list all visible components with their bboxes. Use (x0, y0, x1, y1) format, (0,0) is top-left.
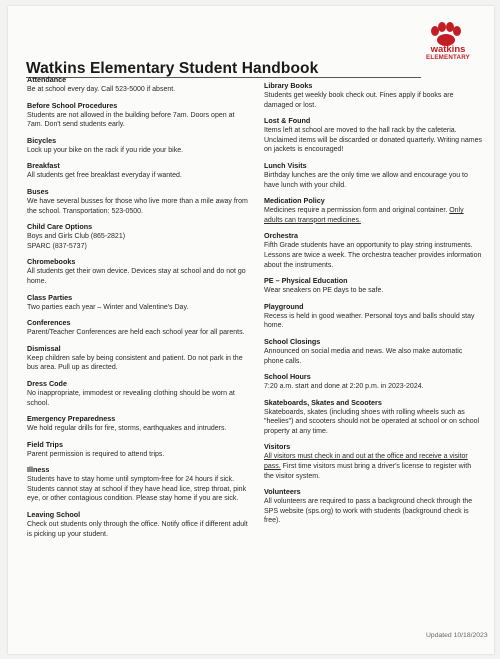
section-body: Wear sneakers on PE days to be safe. (264, 287, 384, 295)
section-bicycles (27, 136, 249, 156)
section-heading: Child Care Options (27, 222, 93, 232)
section-lost-found (264, 116, 482, 155)
section-school-hours (264, 372, 482, 392)
section-body: Fifth Grade students have an opportunity to play string instruments. Lessons are twice a week. The orchestra teacher provides information about the instruments. (264, 242, 482, 269)
section-dismissal (27, 344, 249, 373)
section-class-parties (27, 293, 249, 313)
section-dress-code (27, 379, 249, 408)
section-heading: Field Trips (27, 439, 63, 449)
section-heading: Medication Policy (264, 196, 325, 206)
section-heading: Skateboards, Skates and Scooters (264, 397, 382, 407)
section-body: Skateboards, skates (including shoes with rolling wheels such as "heelies") and scooters should not be operated at school or on school property at any time. (264, 408, 480, 435)
section-body: Lock up your bike on the rack if you ride your bike. (27, 146, 184, 154)
section-school-closings (264, 337, 482, 366)
section-heading: Before School Procedures (27, 100, 118, 110)
section-body-underlined: Only adults can transport medicines. (264, 207, 464, 224)
section-child-care (27, 222, 249, 251)
section-body: All students get free breakfast everyday if wanted. (27, 172, 182, 180)
section-body: 7:20 a.m. start and done at 2:20 p.m. in 2023-2024. (264, 383, 424, 391)
section-body: Students are not allowed in the building before 7am. Doors open at 7am. Don't send students early. (27, 111, 235, 129)
section-heading: School Hours (264, 372, 311, 382)
section-playground (264, 302, 482, 331)
section-body (264, 452, 482, 481)
section-heading: Breakfast (27, 161, 60, 171)
section-heading: Chromebooks (27, 257, 76, 267)
section-heading: Volunteers (264, 487, 301, 497)
section-lunch-visits (264, 161, 482, 190)
page-title: Watkins Elementary Student Handbook (26, 60, 319, 77)
right-column (264, 81, 482, 526)
paw-print-icon (428, 22, 464, 46)
section-body: All students get their own device. Devices stay at school and do not go home. (27, 268, 246, 285)
section-body: Students get weekly book check out. Fines apply if books are damaged or lost. (264, 92, 454, 109)
logo-subtitle: ELEMENTARY (426, 54, 470, 61)
section-visitors (264, 442, 482, 481)
section-heading: Playground (264, 301, 304, 311)
section-heading: Lunch Visits (264, 160, 307, 170)
section-library-books (264, 81, 482, 110)
section-breakfast (27, 161, 249, 181)
section-heading: Orchestra (264, 231, 298, 241)
section-heading: Library Books (264, 81, 313, 90)
section-heading: Buses (27, 186, 49, 196)
section-body-text: First time visitors must bring a driver's license to register with the visitor system. (264, 463, 472, 480)
section-body: Two parties each year – Winter and Valentine's Day. (27, 303, 189, 311)
section-body: All volunteers are required to pass a background check through the SPS website (sps.org) to work with students (background check is free). (264, 498, 473, 525)
section-heading: Lost & Found (264, 116, 311, 126)
section-leaving-school (27, 510, 249, 539)
section-body: Announced on social media and news. We also make automatic phone calls. (264, 347, 463, 365)
section-skateboards (264, 398, 482, 437)
section-field-trips (27, 440, 249, 460)
section-body: Recess is held in good weather. Personal toys and balls should stay home. (264, 312, 475, 330)
logo-wordmark: watkins (430, 44, 466, 55)
section-body: No inappropriate, immodest or revealing clothing should be worn at school. (27, 389, 235, 407)
section-volunteers (264, 487, 482, 526)
section-illness (27, 465, 249, 504)
section-heading: Class Parties (27, 292, 73, 302)
section-body: Check out students only through the office. Notify office if different adult is picking up your student. (27, 521, 248, 538)
section-attendance (27, 75, 249, 95)
section-conferences (27, 318, 249, 338)
section-heading: Conferences (27, 318, 71, 328)
section-body: Birthday lunches are the only time we allow and encourage you to have lunch with your child. (264, 171, 468, 189)
section-heading: Dress Code (27, 378, 67, 388)
section-buses (27, 187, 249, 216)
section-body-text: Medicines require a permission form and original container. (264, 207, 448, 215)
section-heading: Leaving School (27, 510, 81, 520)
section-orchestra (264, 231, 482, 270)
section-body: Parent/Teacher Conferences are held each school year for all parents. (27, 329, 245, 337)
section-pe (264, 276, 482, 296)
section-body: Items left at school are moved to the hall rack by the cafeteria. Unclaimed items will be discarded or donated quarterly. Writing names on jackets is encouraged! (264, 127, 483, 154)
section-body-line: Boys and Girls Club (865-2821) (27, 233, 126, 241)
section-body-underlined: All visitors must check in and out at the office and receive a visitor pass. (264, 453, 468, 471)
updated-date: Updated 10/18/2023 (426, 632, 488, 639)
section-body: We have several busses for those who live more than a mile away from the school. Transportation: 523-0500. (27, 197, 248, 215)
section-heading: Dismissal (27, 343, 61, 353)
section-heading: PE – Physical Education (264, 276, 348, 286)
section-chromebooks (27, 257, 249, 286)
section-heading: Illness (27, 465, 50, 475)
section-body: Keep children safe by being consistent and patient. Do not park in the bus area. Pull up as directed. (27, 354, 243, 372)
section-body: Parent permission is required to attend trips. (27, 450, 165, 458)
section-body: Students have to stay home until symptom-free for 24 hours if sick. Students cannot stay at school if they have head lice, strep throat, pink eye, or other contagious condition. Please stay home if you are sick. (27, 476, 247, 503)
section-body: We hold regular drills for fire, storms, earthquakes and intruders. (27, 425, 227, 433)
section-emergency (27, 414, 249, 434)
section-heading: Visitors (264, 442, 291, 452)
section-body-line: SPARC (837-5737) (27, 242, 87, 250)
left-column (27, 75, 249, 539)
section-body (264, 206, 482, 225)
section-before-school (27, 101, 249, 130)
section-medication (264, 196, 482, 225)
section-body: Be at school every day. Call 523-5000 if absent. (27, 86, 176, 93)
section-heading: Emergency Preparedness (27, 414, 116, 424)
section-heading: School Closings (264, 336, 321, 346)
school-logo (418, 22, 476, 74)
section-heading: Bicycles (27, 135, 57, 145)
section-heading: Attendance (27, 75, 67, 84)
